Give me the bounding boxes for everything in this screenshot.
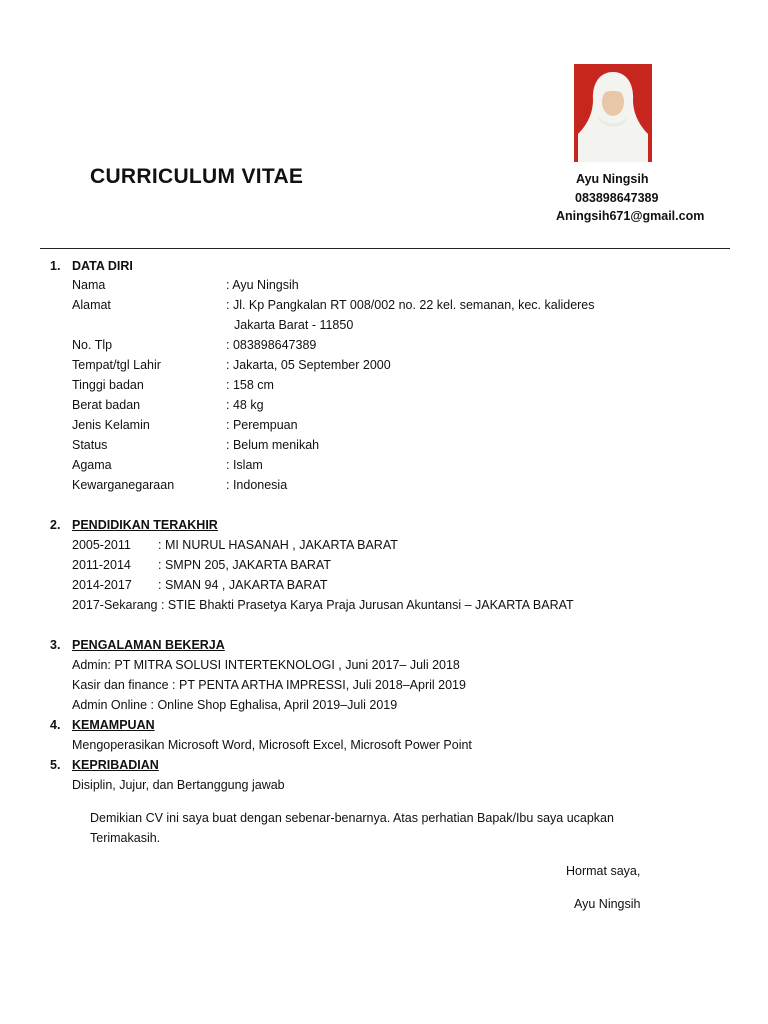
field-label: Agama xyxy=(72,458,112,472)
field-label: Berat badan xyxy=(72,398,141,412)
field-value: : Islam xyxy=(226,458,263,472)
section-heading: PENDIDIKAN TERAKHIR xyxy=(72,518,218,532)
profile-photo xyxy=(574,64,652,162)
section-number: 4. xyxy=(50,718,61,732)
header-name: Ayu Ningsih xyxy=(576,172,649,186)
cv-title: CURRICULUM VITAE xyxy=(90,165,304,188)
field-value: : Jakarta, 05 September 2000 xyxy=(226,358,391,372)
field-value: : Perempuan xyxy=(226,418,298,432)
header-phone: 083898647389 xyxy=(575,191,659,205)
section-heading: PENGALAMAN BEKERJA xyxy=(72,638,225,652)
section-heading: KEMAMPUAN xyxy=(72,718,155,732)
edu-current: 2017-Sekarang : STIE Bhakti Prasetya Karya Praja Jurusan Akuntansi – JAKARTA BARAT xyxy=(72,598,574,612)
job-item: Admin Online : Online Shop Eghalisa, April 2019–Juli 2019 xyxy=(72,698,398,712)
field-label: Tinggi badan xyxy=(72,378,144,392)
section-number: 3. xyxy=(50,638,61,652)
field-label: Status xyxy=(72,438,108,452)
edu-years: 2014-2017 xyxy=(72,578,132,592)
field-label: Alamat xyxy=(72,298,111,312)
field-label: No. Tlp xyxy=(72,338,113,352)
edu-school: : SMAN 94 , JAKARTA BARAT xyxy=(158,578,328,592)
personality-text: Disiplin, Jujur, dan Bertanggung jawab xyxy=(72,778,285,792)
section-number: 5. xyxy=(50,758,61,772)
header-email: Aningsih671@gmail.com xyxy=(556,209,705,223)
field-value: Jakarta Barat - 11850 xyxy=(234,318,354,332)
section-heading: KEPRIBADIAN xyxy=(72,758,159,772)
header-divider xyxy=(40,248,730,249)
section-heading: DATA DIRI xyxy=(72,259,133,273)
section-number: 2. xyxy=(50,518,61,532)
closing-regards: Hormat saya, xyxy=(566,864,641,878)
closing-thanks: Terimakasih. xyxy=(90,831,161,845)
field-value: : Jl. Kp Pangkalan RT 008/002 no. 22 kel. semanan, kec. kalideres xyxy=(226,298,595,312)
field-value: : Ayu Ningsih xyxy=(226,278,299,292)
edu-school: : MI NURUL HASANAH , JAKARTA BARAT xyxy=(158,538,398,552)
closing-statement: Demikian CV ini saya buat dengan sebenar-benarnya. Atas perhatian Bapak/Ibu saya ucapkan xyxy=(90,811,614,825)
field-value: : 48 kg xyxy=(226,398,264,412)
field-label: Nama xyxy=(72,278,106,292)
field-value: : Belum menikah xyxy=(226,438,320,452)
field-value: : Indonesia xyxy=(226,478,288,492)
signature-name: Ayu Ningsih xyxy=(574,897,641,911)
edu-years: 2011-2014 xyxy=(72,558,131,572)
person-silhouette-icon xyxy=(574,64,652,162)
field-value: : 158 cm xyxy=(226,378,274,392)
field-label: Tempat/tgl Lahir xyxy=(72,358,161,372)
edu-school: : SMPN 205, JAKARTA BARAT xyxy=(158,558,331,572)
field-value: : 083898647389 xyxy=(226,338,317,352)
edu-years: 2005-2011 xyxy=(72,538,131,552)
job-item: Admin: PT MITRA SOLUSI INTERTEKNOLOGI , Juni 2017– Juli 2018 xyxy=(72,658,460,672)
skills-text: Mengoperasikan Microsoft Word, Microsoft Excel, Microsoft Power Point xyxy=(72,738,472,752)
section-number: 1. xyxy=(50,259,61,273)
field-label: Kewarganegaraan xyxy=(72,478,175,492)
job-item: Kasir dan finance : PT PENTA ARTHA IMPRESSI, Juli 2018–April 2019 xyxy=(72,678,466,692)
field-label: Jenis Kelamin xyxy=(72,418,150,432)
